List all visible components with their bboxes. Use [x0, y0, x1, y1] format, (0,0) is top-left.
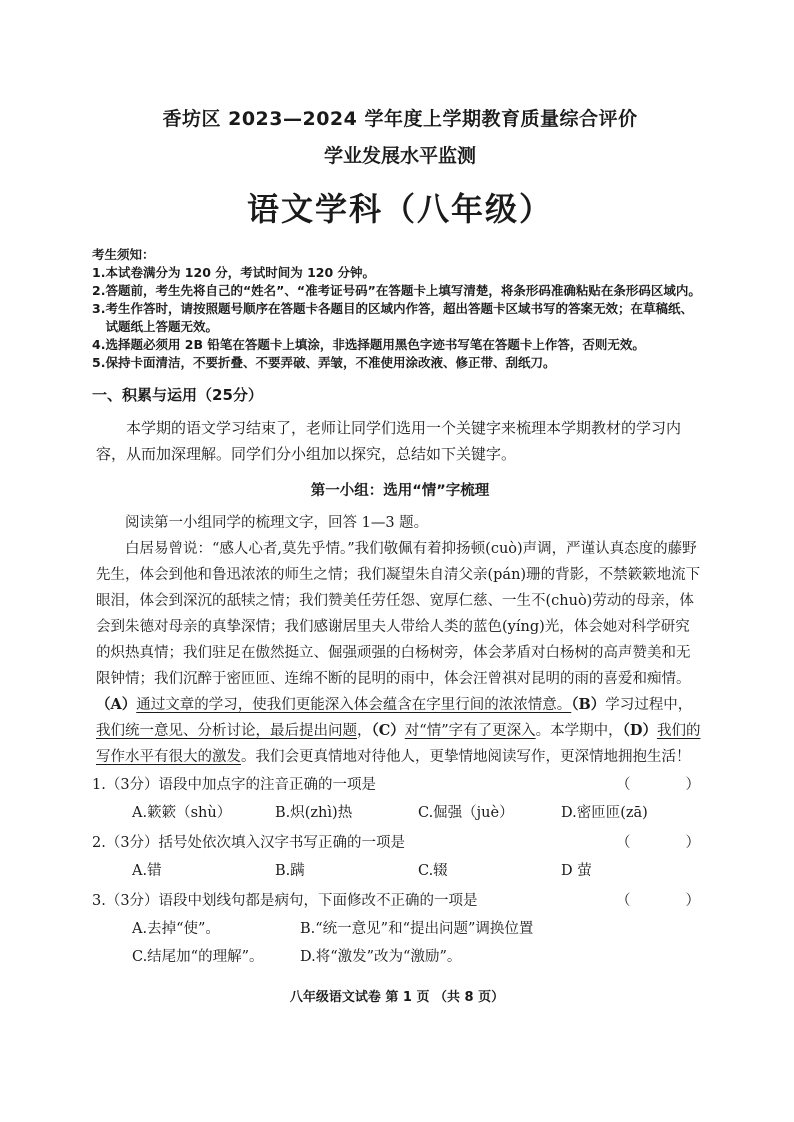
notice-item-num: 2. — [92, 283, 106, 298]
notice-heading: 考生须知： — [92, 247, 155, 262]
answer-paren — [616, 888, 704, 914]
paren-close: ） — [685, 835, 700, 851]
question-3-options-row2 — [132, 942, 704, 972]
paren-close: ） — [685, 777, 700, 793]
option-d: D.将“激发”改为“激励”。 — [300, 949, 462, 965]
notice-item — [92, 336, 704, 354]
question-2 — [92, 830, 704, 856]
passage-body: 白居易曾说：“感人心者,莫先乎情。”我们敬佩有着抑扬顿(cuò)声调，严谨认真态度的藤野先生，体会到他和鲁迅浓浓的师生之情；我们凝望朱自清父亲(pán)珊的背影，不禁簌簌地流下眼泪，体会到深沉的舐犊之情；我们赞美任劳任怨、宽厚仁慈、一生不(chuò)劳动的母亲，体会到朱德对母亲的真挚深情；我们感谢居里夫人带给人类的蓝色(yíng)光，体会她对科学研究的炽热真情；我们驻足在傲然挺立、倔强顽强的白杨树旁，体会茅盾对白杨树的高声赞美和无限钟情；我们沉醉于密匝匝、连绵不断的昆明的雨中，体会汪曾祺对昆明的雨的喜爱和痴情。 — [96, 541, 701, 687]
notice-item — [92, 264, 704, 282]
sentence-b-post: ， — [357, 723, 372, 739]
question-2-options — [132, 856, 704, 886]
sentence-a: 通过文章的学习，使我们更能深入体会蕴含在字里行间的浓浓情意。 — [136, 697, 572, 713]
question-3-options-row1 — [132, 914, 704, 944]
notice-item — [92, 300, 704, 336]
option-d: D.密匝匝(zā) — [561, 805, 648, 821]
exam-title-line2: 学业发展水平监测 — [323, 145, 476, 167]
question-stem: 1.（3分）语段中加点字的注音正确的一项是 — [92, 777, 377, 793]
option-c: C.倔强（juè） — [418, 805, 514, 821]
option-c: C.结尾加“的理解”。 — [132, 949, 264, 965]
sentence-d: 我们的写作水平有很大的激发 — [96, 723, 701, 765]
sentence-b: 我们统一意见、分析讨论，最后提出问题 — [96, 723, 357, 739]
notice-item-num: 3. — [92, 301, 106, 316]
notice-item-text: 本试卷满分为 120 分，考试时间为 120 分钟。 — [105, 265, 376, 280]
notice-item-text: 考生作答时，请按照题号顺序在答题卡各题目的区域内作答，超出答题卡区域书写的答案无效；在草稿纸、试题纸上答题无效。 — [105, 301, 693, 334]
sentence-c: 对“情”字有了更深入 — [404, 723, 536, 739]
sentence-b-label: （B） — [571, 696, 606, 713]
notice-item-text: 答题前，考生先将自己的“姓名”、“准考证号码”在答题卡上填写清楚，将条形码准确粘贴在条形码区域内。 — [105, 283, 701, 298]
option-a: A.簌簌（shù） — [132, 805, 232, 821]
section-intro: 本学期的语文学习结束了，老师让同学们选用一个关键字来梳理本学期教材的学习内容，从而加深理解。同学们分小组加以探究，总结如下关键字。 — [96, 419, 682, 463]
sentence-c-post: 。本学期中， — [535, 723, 623, 739]
group1-title: 第一小组：选用“情”字梳理 — [310, 483, 490, 499]
exam-notice — [92, 246, 704, 372]
read-prompt: 阅读第一小组同学的梳理文字，回答 1—3 题。 — [125, 515, 429, 531]
subject-title: 语文学科（八年级） — [246, 190, 553, 228]
question-stem: 3.（3分）语段中划线句都是病句，下面修改不正确的一项是 — [92, 893, 478, 909]
sentence-a-label: （A） — [96, 696, 137, 713]
option-c: C.辍 — [418, 863, 448, 879]
question-1 — [92, 772, 704, 798]
notice-item-text: 保持卡面清洁，不要折叠、不要弄破、弄皱，不准使用涂改液、修正带、刮纸刀。 — [105, 355, 556, 370]
answer-paren — [616, 772, 704, 798]
paren-open: （ — [616, 777, 631, 793]
sentence-c-label: （C） — [371, 722, 405, 739]
sentence-d-post: 。我们会更真情地对待他人，更挚情地阅读写作，更深情地拥抱生活！ — [241, 749, 691, 765]
paren-close: ） — [685, 893, 700, 909]
page-footer: 八年级语文试卷 第 1 页 （共 8 页） — [289, 990, 505, 1005]
option-b: B.炽(zhì)热 — [275, 805, 353, 821]
notice-item — [92, 354, 704, 372]
section-heading: 一、积累与运用（25分） — [92, 386, 263, 404]
exam-title-line1: 香坊区 2023—2024 学年度上学期教育质量综合评价 — [162, 108, 638, 130]
paren-open: （ — [616, 835, 631, 851]
question-3 — [92, 888, 704, 914]
notice-item-num: 1. — [92, 265, 106, 280]
option-d: D 萤 — [561, 863, 592, 879]
reading-passage — [96, 536, 704, 770]
question-1-options — [132, 798, 704, 828]
sentence-b-pre: 学习过程中， — [605, 697, 693, 713]
option-a: A.去掉“使”。 — [132, 921, 220, 937]
sentence-d-label: （D） — [622, 722, 657, 739]
option-a: A.错 — [132, 863, 162, 879]
notice-item — [92, 282, 704, 300]
question-stem: 2.（3分）括号处依次填入汉字书写正确的一项是 — [92, 835, 406, 851]
option-b: B.蹒 — [275, 863, 305, 879]
notice-item-num: 5. — [92, 355, 106, 370]
paren-open: （ — [616, 893, 631, 909]
notice-item-num: 4. — [92, 337, 106, 352]
notice-item-text: 选择题必须用 2B 铅笔在答题卡上填涂，非选择题用黑色字迹书写笔在答题卡上作答，否则无效。 — [105, 337, 645, 352]
option-b: B.“统一意见”和“提出问题”调换位置 — [300, 921, 534, 937]
answer-paren — [616, 830, 704, 856]
